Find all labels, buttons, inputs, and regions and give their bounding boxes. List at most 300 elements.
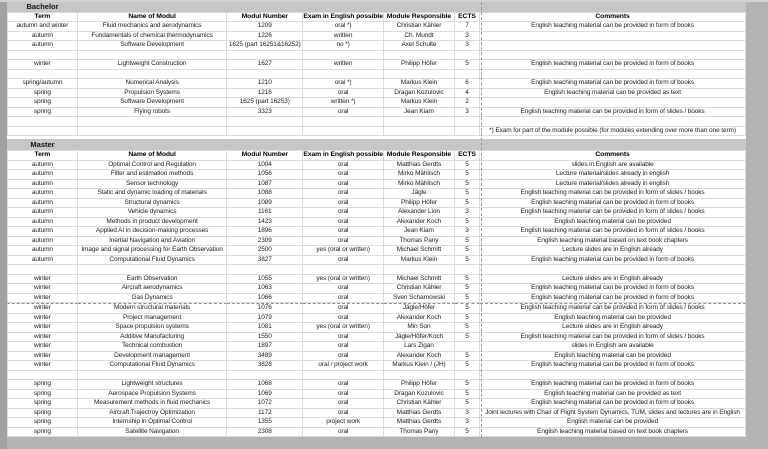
table-row xyxy=(7,314,746,324)
table-row xyxy=(7,41,746,51)
cell-ects: 3 xyxy=(455,41,480,51)
cell-responsible: Matthias Gerdts xyxy=(384,161,455,171)
cell-responsible: Christian Kähler xyxy=(384,22,455,32)
cell-responsible: Markus Klein xyxy=(384,79,455,89)
cell-comments: English teaching material can be provided in form of slides / books xyxy=(480,108,746,118)
cell-number: 1089 xyxy=(227,199,303,209)
cell-term: autumn xyxy=(7,199,78,209)
cell-exam: project work xyxy=(303,418,384,428)
cell-name xyxy=(78,70,228,80)
cell-name: Structural dynamics xyxy=(78,199,228,209)
cell-name: Fluid mechanics and aerodynamics xyxy=(78,22,228,32)
cell-number: 1896 xyxy=(227,227,303,237)
cell-ects xyxy=(455,342,480,352)
cell-name: Inertial Navigation and Aviation xyxy=(78,237,228,247)
table-row xyxy=(7,60,746,70)
cell-responsible: Markus Klein xyxy=(384,98,455,108)
table-row xyxy=(7,127,746,137)
cell-number xyxy=(227,70,303,80)
cell-name: Earth Observation xyxy=(78,275,228,285)
cell-term: winter xyxy=(7,314,78,324)
cell-name: Static and dynamic loading of materials xyxy=(78,189,228,199)
header-row xyxy=(7,150,746,161)
blank-row xyxy=(7,51,746,61)
cell-comments: English teaching material can be provided in form of slides / books xyxy=(480,333,746,343)
cell-term: spring xyxy=(7,428,78,438)
table-row xyxy=(7,208,746,218)
cell-comments: Lecture material/slides already in english xyxy=(480,180,746,190)
cell-comments: English teaching material can be provided in form of books xyxy=(480,199,746,209)
cell-term: autumn and winter xyxy=(7,22,78,32)
cell-comments xyxy=(480,98,746,108)
cell-responsible: Michael Schmitt xyxy=(384,246,455,256)
cell-number: 2309 xyxy=(227,237,303,247)
cell-responsible: Philipp Höfer xyxy=(384,60,455,70)
table-row xyxy=(7,22,746,32)
cell-number: 1226 xyxy=(227,32,303,42)
blank-row xyxy=(7,117,746,127)
cell-exam: oral xyxy=(303,409,384,419)
cell-comments: Lecture slides are in English already xyxy=(480,275,746,285)
cell-comments: English teaching material can be provided in form of books xyxy=(480,256,746,266)
column-header-name-of-modul: Name of Modul xyxy=(78,12,228,23)
cell-number: 1209 xyxy=(227,22,303,32)
table-row xyxy=(7,32,746,42)
cell-number: 1081 xyxy=(227,323,303,333)
cell-exam: oral xyxy=(303,218,384,228)
table-row xyxy=(7,352,746,362)
cell-term: autumn xyxy=(7,161,78,171)
table-row xyxy=(7,333,746,343)
cell-name: Computational Fluid Dynamics xyxy=(78,361,228,371)
cell-exam: oral xyxy=(303,89,384,99)
cell-responsible: Thomas Pany xyxy=(384,428,455,438)
cell-responsible: Jägle/Höfer/Koch xyxy=(384,333,455,343)
cell-term: winter xyxy=(7,323,78,333)
cell-name: Measurement methods in fluid mechanics xyxy=(78,399,228,409)
cell-term: autumn xyxy=(7,246,78,256)
cell-exam: oral xyxy=(303,237,384,247)
cell-term: spring xyxy=(7,380,78,390)
section-label: Bachelor xyxy=(26,2,59,11)
column-header-comments: Comments xyxy=(480,12,746,23)
cell-number: 1076 xyxy=(227,303,303,314)
cell-number: 1355 xyxy=(227,418,303,428)
cell-term: winter xyxy=(7,60,78,70)
table-row xyxy=(7,294,746,304)
cell-exam xyxy=(303,371,384,381)
left-margin-strip xyxy=(0,2,7,449)
cell-exam: oral xyxy=(303,199,384,209)
cell-term: spring xyxy=(7,390,78,400)
column-header-ects: ECTS xyxy=(455,12,480,23)
column-header-comments: Comments xyxy=(480,150,746,161)
cell-number: 1627 xyxy=(227,60,303,70)
cell-responsible: Matthias Gerdts xyxy=(384,409,455,419)
cell-exam: yes (oral or written) xyxy=(303,323,384,333)
cell-name: Flying robots xyxy=(78,108,228,118)
cell-comments: Joint lectures with Chair of Flight System Dynamics, TUM, slides and lectures are in English xyxy=(480,409,746,419)
cell-term: autumn xyxy=(7,256,78,266)
cell-exam: oral xyxy=(303,352,384,362)
cell-exam xyxy=(303,117,384,127)
cell-term: autumn xyxy=(7,237,78,247)
cell-ects xyxy=(455,51,480,61)
cell-ects: 5 xyxy=(455,314,480,324)
cell-number: 3489 xyxy=(227,352,303,362)
cell-exam xyxy=(303,70,384,80)
cell-comments: English teaching material can be provided in form of books xyxy=(480,399,746,409)
cell-name xyxy=(78,265,228,275)
cell-name: Numerical Analysis xyxy=(78,79,228,89)
cell-ects: 3 xyxy=(455,409,480,419)
cell-ects: 5 xyxy=(455,237,480,247)
cell-number: 1079 xyxy=(227,314,303,324)
cell-comments: English teaching material can be provided in form of books xyxy=(480,284,746,294)
cell-term: winter xyxy=(7,294,78,304)
cell-number xyxy=(227,371,303,381)
cell-comments: slides in English are available xyxy=(480,342,746,352)
column-header-name-of-modul: Name of Modul xyxy=(78,150,228,161)
cell-term: autumn xyxy=(7,41,78,51)
column-header-exam-in-english-possible: Exam in English possible xyxy=(303,150,384,161)
table-row xyxy=(7,246,746,256)
cell-responsible: Mirko Mählisch xyxy=(384,180,455,190)
cell-number xyxy=(227,51,303,61)
cell-exam xyxy=(303,265,384,275)
table-row xyxy=(7,108,746,118)
cell-comments: English teaching material based on text book chapters xyxy=(480,428,746,438)
table-row xyxy=(7,180,746,190)
cell-name: Applied AI in decision-making processes xyxy=(78,227,228,237)
cell-exam: oral xyxy=(303,284,384,294)
column-header-modul-number: Modul Number xyxy=(227,12,303,23)
cell-number: 1055 xyxy=(227,275,303,285)
table-row xyxy=(7,303,746,314)
cell-term: autumn xyxy=(7,32,78,42)
cell-number xyxy=(227,127,303,137)
cell-responsible: Alexander Koch xyxy=(384,314,455,324)
cell-ects: 5 xyxy=(455,161,480,171)
cell-name: Propulsion Systems xyxy=(78,89,228,99)
cell-number: 1063 xyxy=(227,284,303,294)
cell-ects: 6 xyxy=(455,79,480,89)
cell-number: 3828 xyxy=(227,361,303,371)
cell-exam: oral xyxy=(303,180,384,190)
cell-responsible: Michael Schmitt xyxy=(384,275,455,285)
cell-number: 2308 xyxy=(227,428,303,438)
cell-exam: written xyxy=(303,60,384,70)
cell-responsible: Thomas Pany xyxy=(384,237,455,247)
cell-comments xyxy=(480,41,746,51)
cell-ects: 5 xyxy=(455,180,480,190)
cell-name: Additive Manufacturing xyxy=(78,333,228,343)
cell-responsible xyxy=(384,51,455,61)
cell-comments: English teaching material can be provided in form of slides / books xyxy=(480,227,746,237)
table-row xyxy=(7,98,746,108)
cell-comments: Lecture slides are in English already xyxy=(480,323,746,333)
cell-ects: 5 xyxy=(455,390,480,400)
cell-responsible: Jägle xyxy=(384,189,455,199)
cell-ects: 4 xyxy=(455,89,480,99)
blank-row xyxy=(7,265,746,275)
table-row xyxy=(7,237,746,247)
cell-ects xyxy=(455,127,480,137)
table-row xyxy=(7,189,746,199)
cell-term: spring/autumn xyxy=(7,79,78,89)
blank-row xyxy=(7,70,746,80)
cell-responsible xyxy=(384,70,455,80)
cell-comments: English teaching material can be provided in form of slides / books xyxy=(480,303,746,314)
cell-term xyxy=(7,127,78,137)
modules-table-master xyxy=(7,150,746,437)
table-row xyxy=(7,399,746,409)
cell-number: 1066 xyxy=(227,294,303,304)
cell-number: 1072 xyxy=(227,399,303,409)
cell-exam: oral *) xyxy=(303,79,384,89)
table-row xyxy=(7,323,746,333)
cell-responsible: Christian Kähler xyxy=(384,284,455,294)
cell-responsible: Markus Klein / (JH) xyxy=(384,361,455,371)
cell-name: Vehicle dynamics xyxy=(78,208,228,218)
cell-ects: 5 xyxy=(455,428,480,438)
cell-ects: 3 xyxy=(455,227,480,237)
column-header-exam-in-english-possible: Exam in English possible xyxy=(303,12,384,23)
cell-number: 3323 xyxy=(227,108,303,118)
cell-exam: oral xyxy=(303,256,384,266)
cell-number: 1068 xyxy=(227,380,303,390)
cell-comments xyxy=(480,70,746,80)
cell-responsible: Jean Kiam xyxy=(384,108,455,118)
cell-name: Fundamentals of chemical thermodynamics xyxy=(78,32,228,42)
cell-name: Development management xyxy=(78,352,228,362)
cell-term xyxy=(7,371,78,381)
cell-term: spring xyxy=(7,418,78,428)
cell-comments: slides in English are available xyxy=(480,161,746,171)
cell-name: Computational Fluid Dynamics xyxy=(78,256,228,266)
cell-exam: oral xyxy=(303,390,384,400)
cell-ects: 5 xyxy=(455,275,480,285)
cell-responsible: Min Son xyxy=(384,323,455,333)
cell-name: Software Development xyxy=(78,98,228,108)
cell-name: Project management xyxy=(78,314,228,324)
cell-comments: English teaching material can be provided in form of slides / books xyxy=(480,189,746,199)
cell-term: winter xyxy=(7,284,78,294)
cell-ects: 5 xyxy=(455,333,480,343)
cell-term: spring xyxy=(7,89,78,99)
cell-name: Methods in product development xyxy=(78,218,228,228)
cell-ects: 5 xyxy=(455,60,480,70)
cell-ects: 5 xyxy=(455,352,480,362)
cell-term xyxy=(7,70,78,80)
cell-comments: English teaching material can be provided xyxy=(480,352,746,362)
cell-name: Lightweight structures xyxy=(78,380,228,390)
table-row xyxy=(7,227,746,237)
cell-exam: written *) xyxy=(303,98,384,108)
cell-term xyxy=(7,117,78,127)
cell-comments: English teaching material can be provided in form of books xyxy=(480,361,746,371)
cell-exam: oral xyxy=(303,161,384,171)
cell-name: Technical combustion xyxy=(78,342,228,352)
table-row xyxy=(7,409,746,419)
cell-number: 1161 xyxy=(227,208,303,218)
cell-term: winter xyxy=(7,303,78,314)
cell-name: Aircraft aerodynamics xyxy=(78,284,228,294)
modules-table-bachelor xyxy=(7,12,746,137)
cell-number: 1216 xyxy=(227,89,303,99)
cell-ects: 5 xyxy=(455,303,480,314)
cell-term: spring xyxy=(7,399,78,409)
table-row xyxy=(7,199,746,209)
cell-term: autumn xyxy=(7,208,78,218)
cell-comments: English teaching material can be provided in form of slides / books xyxy=(480,208,746,218)
cell-comments: English material can be provided xyxy=(480,418,746,428)
table-row xyxy=(7,342,746,352)
cell-responsible: Alexander Koch xyxy=(384,352,455,362)
cell-name: Sensor technology xyxy=(78,180,228,190)
table-row xyxy=(7,361,746,371)
sheet xyxy=(7,2,746,437)
cell-number xyxy=(227,117,303,127)
cell-ects: 3 xyxy=(455,208,480,218)
section-header-bachelor xyxy=(7,2,746,12)
cell-term: autumn xyxy=(7,227,78,237)
cell-comments: English teaching material can be provided as text xyxy=(480,89,746,99)
cell-comments: English teaching material can be provided as text xyxy=(480,390,746,400)
cell-responsible: Lars Zigan xyxy=(384,342,455,352)
cell-number: 1625 (part 16251&16252) xyxy=(227,41,303,51)
cell-ects: 5 xyxy=(455,218,480,228)
table-row xyxy=(7,79,746,89)
blank-row xyxy=(7,371,746,381)
cell-ects: 5 xyxy=(455,256,480,266)
cell-name xyxy=(78,127,228,137)
cell-comments: English teaching material can be provided in form of books xyxy=(480,60,746,70)
cell-responsible: Sven Scharnowski xyxy=(384,294,455,304)
cell-comments xyxy=(480,32,746,42)
cell-ects: 3 xyxy=(455,418,480,428)
cell-term: spring xyxy=(7,108,78,118)
cell-exam xyxy=(303,127,384,137)
cell-exam: oral xyxy=(303,189,384,199)
table-row xyxy=(7,275,746,285)
cell-term: winter xyxy=(7,342,78,352)
cell-ects: 7 xyxy=(455,22,480,32)
table-row xyxy=(7,380,746,390)
cell-exam: written xyxy=(303,32,384,42)
cell-exam: oral xyxy=(303,170,384,180)
cell-term: autumn xyxy=(7,180,78,190)
cell-ects: 5 xyxy=(455,294,480,304)
cell-name xyxy=(78,51,228,61)
cell-ects: 5 xyxy=(455,361,480,371)
cell-exam: oral xyxy=(303,342,384,352)
cell-number: 1625 (part 16253) xyxy=(227,98,303,108)
cell-exam: oral xyxy=(303,208,384,218)
header-row xyxy=(7,12,746,23)
cell-comments xyxy=(480,117,746,127)
cell-number: 1897 xyxy=(227,342,303,352)
table-row xyxy=(7,89,746,99)
cell-ects xyxy=(455,70,480,80)
cell-term: autumn xyxy=(7,218,78,228)
cell-name: Gas Dynamics xyxy=(78,294,228,304)
cell-ects: 5 xyxy=(455,399,480,409)
table-row xyxy=(7,256,746,266)
column-header-modul-number: Modul Number xyxy=(227,150,303,161)
cell-exam: oral xyxy=(303,380,384,390)
cell-number xyxy=(227,265,303,275)
cell-responsible: Dragan Kozulovic xyxy=(384,89,455,99)
cell-term: winter xyxy=(7,333,78,343)
table-row xyxy=(7,170,746,180)
cell-number: 2500 xyxy=(227,246,303,256)
cell-number: 1172 xyxy=(227,409,303,419)
cell-term: autumn xyxy=(7,189,78,199)
cell-ects xyxy=(455,265,480,275)
cell-number: 3827 xyxy=(227,256,303,266)
cell-responsible: Mirko Mählisch xyxy=(384,170,455,180)
cell-number: 1087 xyxy=(227,180,303,190)
cell-comments: English teaching material can be provided in form of books xyxy=(480,380,746,390)
cell-name: Satellite Navigation xyxy=(78,428,228,438)
cell-exam xyxy=(303,51,384,61)
cell-comments: English teaching material can be provided in form of books xyxy=(480,79,746,89)
column-header-term: Term xyxy=(7,150,78,161)
table-row xyxy=(7,390,746,400)
cell-ects: 5 xyxy=(455,199,480,209)
cell-comments: English teaching material can be provided xyxy=(480,218,746,228)
cell-comments: English teaching material can be provided in form of books xyxy=(480,294,746,304)
cell-number: 1069 xyxy=(227,390,303,400)
cell-name: Internship in Optimal Control xyxy=(78,418,228,428)
cell-comments: English teaching material based on text book chapters xyxy=(480,237,746,247)
cell-responsible: Alexander Lion xyxy=(384,208,455,218)
cell-name: Optimal Control and Regulation xyxy=(78,161,228,171)
cell-exam: oral xyxy=(303,333,384,343)
cell-responsible: Philipp Höfer xyxy=(384,199,455,209)
cell-responsible xyxy=(384,117,455,127)
table-row xyxy=(7,161,746,171)
cell-comments: Lecture material/slides already in english xyxy=(480,170,746,180)
cell-exam: oral xyxy=(303,303,384,314)
cell-ects xyxy=(455,117,480,127)
cell-name: Space propulsion systems xyxy=(78,323,228,333)
cell-number: 1210 xyxy=(227,79,303,89)
column-header-ects: ECTS xyxy=(455,150,480,161)
cell-ects: 5 xyxy=(455,170,480,180)
cell-number: 1056 xyxy=(227,170,303,180)
cell-comments: English teaching material can be provided in form of books xyxy=(480,22,746,32)
cell-name: Filter and estimation methods xyxy=(78,170,228,180)
cell-responsible: Ch. Mundt xyxy=(384,32,455,42)
cell-responsible: Philipp Höfer xyxy=(384,380,455,390)
cell-name: Image and signal processing for Earth Observation xyxy=(78,246,228,256)
cell-responsible xyxy=(384,127,455,137)
cell-ects: 5 xyxy=(455,284,480,294)
cell-number: 1004 xyxy=(227,161,303,171)
cell-exam: oral xyxy=(303,399,384,409)
cell-comments xyxy=(480,51,746,61)
cell-ects: 5 xyxy=(455,189,480,199)
column-header-term: Term xyxy=(7,12,78,23)
section-label: Master xyxy=(30,140,55,149)
cell-responsible: Dragan Kozulovic xyxy=(384,390,455,400)
cell-term: spring xyxy=(7,409,78,419)
cell-exam: oral xyxy=(303,108,384,118)
cell-term: autumn xyxy=(7,170,78,180)
cell-ects xyxy=(455,371,480,381)
